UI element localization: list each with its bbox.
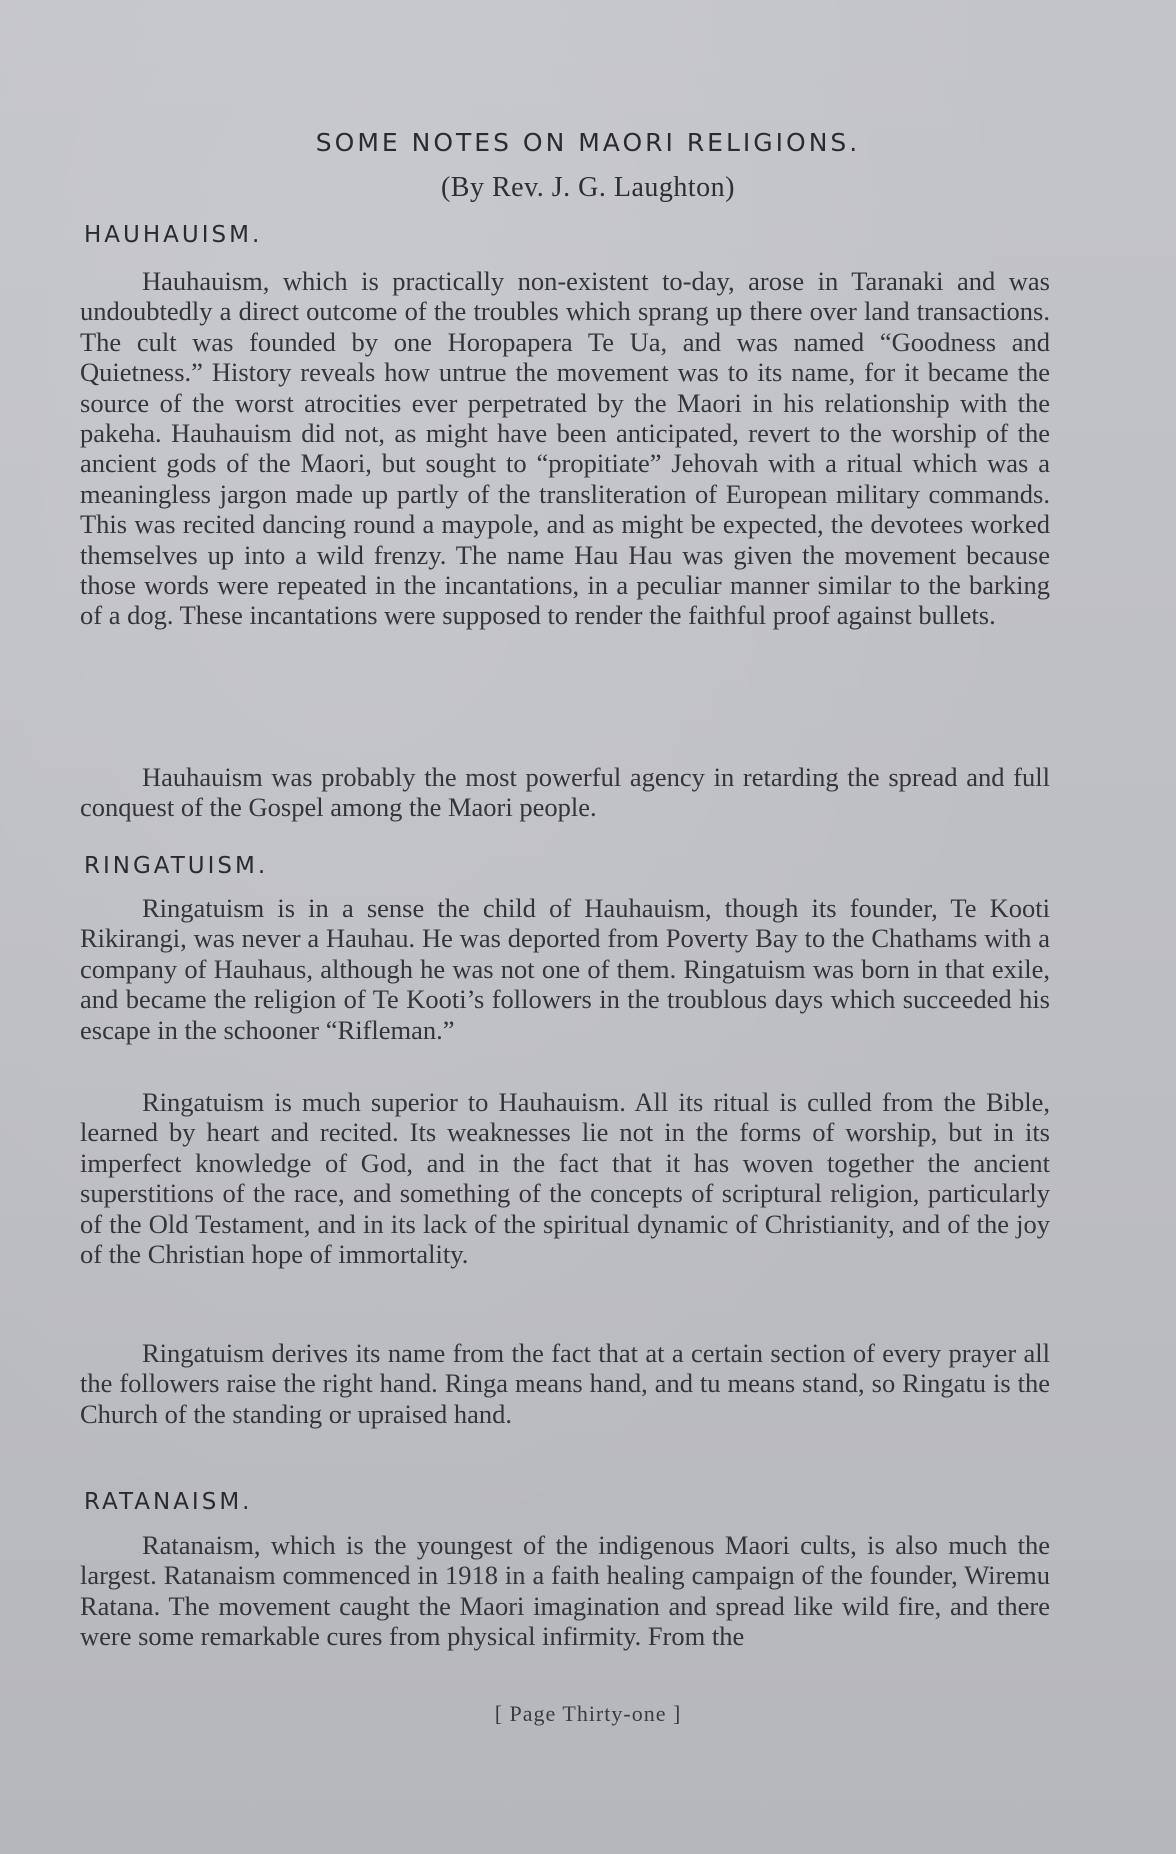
paragraph-ringatuism-1: Ringatuism is in a sense the child of Hauhauism, though its founder, Te Kooti Rikirangi, was never a Hauhau. He was deported from Poverty Bay to the Chathams with a company of Hauhaus, although he was not one of them. Ringatuism was born in that exile, and became the religion of Te Kooti’s followers in the troublous days which succeeded his escape in the schooner “Rifleman.” — [80, 893, 1050, 1045]
paragraph-ringatuism-2: Ringatuism is much superior to Hauhauism. All its ritual is culled from the Bible, learned by heart and recited. Its weaknesses lie not in the forms of worship, but in its imperfect knowledge of God, and in the fact that it has woven together the ancient superstitions of the race, and something of the concepts of scriptural religion, particularly of the Old Testament, and in its lack of the spiritual dynamic of Christianity, and of the joy of the Christian hope of immortality. — [80, 1087, 1050, 1270]
paragraph-ringatuism-3: Ringatuism derives its name from the fact that at a certain section of every prayer all the followers raise the right hand. Ringa means hand, and tu means stand, so Ringatu is the Church of the standing or upraised hand. — [80, 1338, 1050, 1429]
section-heading-hauhauism: HAUHAUISM. — [84, 222, 263, 248]
paragraph-ratanaism-1: Ratanaism, which is the youngest of the indigenous Maori cults, is also much the largest. Ratanaism commenced in 1918 in a faith healing campaign of the founder, Wiremu Ratana. The movement caught the Maori imagination and spread like wild fire, and there were some remarkable cures from physical infirmity. From the — [80, 1530, 1050, 1652]
article-title: SOME NOTES ON MAORI RELIGIONS. — [315, 128, 861, 157]
section-heading-ringatuism: RINGATUISM. — [84, 853, 269, 879]
paragraph-hauhauism-1: Hauhauism, which is practically non-existent to-day, arose in Taranaki and was undoubtedly a direct outcome of the troubles which sprang up there over land transactions. The cult was founded by one Horopapera Te Ua, and was named “Goodness and Quietness.” History reveals how untrue the movement was to its name, for it became the source of the worst atrocities ever perpetrated by the Maori in his relationship with the pakeha. Hauhauism did not, as might have been anticipated, revert to the worship of the ancient gods of the Maori, but sought to “propitiate” Jehovah with a ritual which was a meaningless jargon made up partly of the transliteration of European military commands. This was recited dancing round a maypole, and as might be expected, the devotees worked themselves up into a wild frenzy. The name Hau Hau was given the movement because those words were repeated in the incantations, in a peculiar manner similar to the barking of a dog. These incantations were supposed to render the faithful proof against bullets. — [80, 266, 1050, 631]
author-byline: (By Rev. J. G. Laughton) — [440, 172, 736, 203]
paragraph-hauhauism-2: Hauhauism was probably the most powerful agency in retarding the spread and full conquest of the Gospel among the Maori people. — [80, 762, 1050, 823]
section-heading-ratanaism: RATANAISM. — [84, 1489, 253, 1515]
page-number: [ Page Thirty-one ] — [494, 1701, 682, 1726]
